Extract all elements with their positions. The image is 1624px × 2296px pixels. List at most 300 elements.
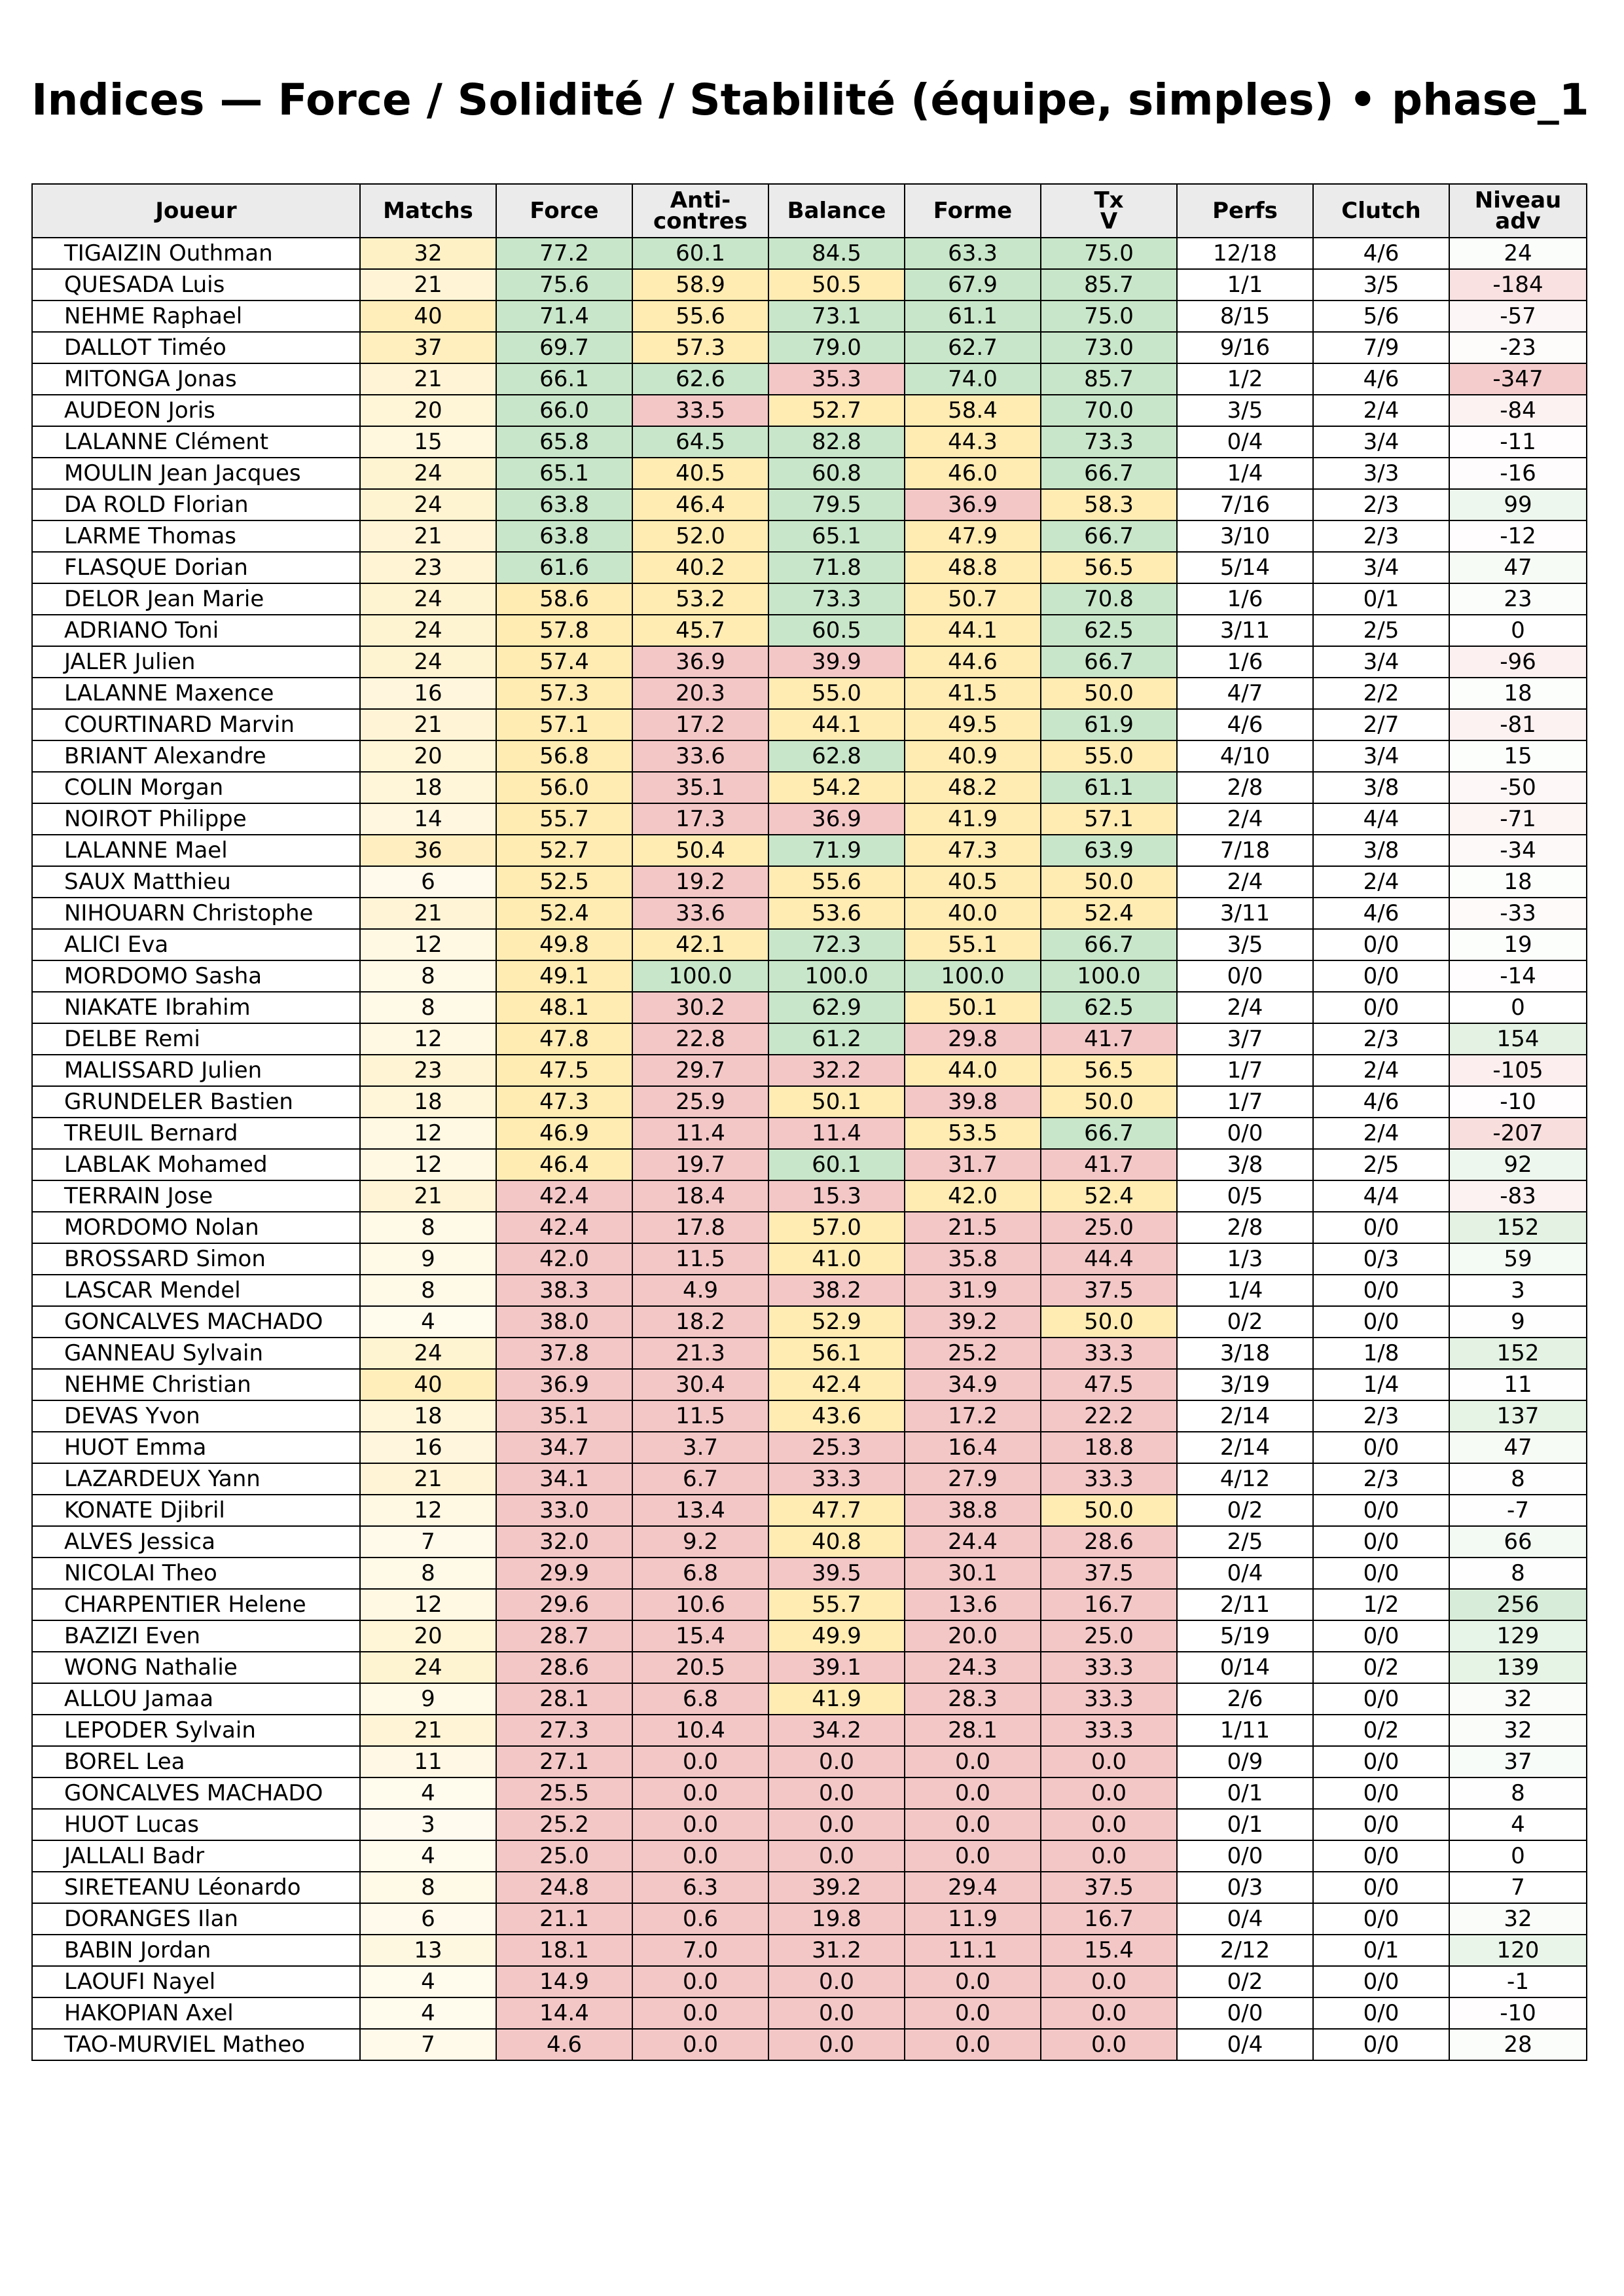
table-row xyxy=(32,1023,1587,1055)
cell-force: 47.8 xyxy=(496,1023,632,1055)
cell-player-name: NIAKATE Ibrahim xyxy=(32,992,360,1023)
cell-tx-v: 15.4 xyxy=(1041,1935,1177,1966)
cell-perfs: 3/5 xyxy=(1177,929,1313,960)
cell-force: 65.8 xyxy=(496,426,632,458)
cell-perfs: 3/7 xyxy=(1177,1023,1313,1055)
cell-tx-v: 66.7 xyxy=(1041,646,1177,678)
cell-perfs: 3/18 xyxy=(1177,1338,1313,1369)
cell-tx-v: 50.0 xyxy=(1041,1086,1177,1118)
cell-anti-contres: 11.5 xyxy=(632,1400,768,1432)
cell-forme: 53.5 xyxy=(905,1118,1041,1149)
cell-clutch: 2/3 xyxy=(1313,489,1449,520)
table-row xyxy=(32,1652,1587,1683)
cell-perfs: 0/1 xyxy=(1177,1809,1313,1840)
cell-anti-contres: 17.3 xyxy=(632,803,768,835)
cell-perfs: 7/18 xyxy=(1177,835,1313,866)
cell-clutch: 0/0 xyxy=(1313,1212,1449,1243)
cell-clutch: 1/8 xyxy=(1313,1338,1449,1369)
cell-player-name: WONG Nathalie xyxy=(32,1652,360,1683)
cell-perfs: 2/14 xyxy=(1177,1400,1313,1432)
cell-player-name: HAKOPIAN Axel xyxy=(32,1997,360,2029)
cell-tx-v: 16.7 xyxy=(1041,1903,1177,1935)
cell-perfs: 1/2 xyxy=(1177,363,1313,395)
cell-niveau-adv: -347 xyxy=(1449,363,1587,395)
cell-perfs: 3/5 xyxy=(1177,395,1313,426)
cell-player-name: ALLOU Jamaa xyxy=(32,1683,360,1715)
table-row xyxy=(32,1243,1587,1275)
cell-forme: 0.0 xyxy=(905,2029,1041,2060)
cell-player-name: MITONGA Jonas xyxy=(32,363,360,395)
cell-force: 47.3 xyxy=(496,1086,632,1118)
cell-player-name: COLIN Morgan xyxy=(32,772,360,803)
cell-anti-contres: 6.8 xyxy=(632,1683,768,1715)
cell-perfs: 0/0 xyxy=(1177,1840,1313,1872)
cell-matches: 13 xyxy=(360,1935,496,1966)
cell-clutch: 0/0 xyxy=(1313,1683,1449,1715)
cell-force: 56.8 xyxy=(496,740,632,772)
cell-forme: 0.0 xyxy=(905,1966,1041,1997)
cell-forme: 44.1 xyxy=(905,615,1041,646)
cell-balance: 55.0 xyxy=(768,678,905,709)
cell-force: 25.2 xyxy=(496,1809,632,1840)
cell-perfs: 2/14 xyxy=(1177,1432,1313,1463)
cell-matches: 21 xyxy=(360,898,496,929)
cell-anti-contres: 0.0 xyxy=(632,1777,768,1809)
cell-matches: 8 xyxy=(360,1275,496,1306)
cell-clutch: 0/0 xyxy=(1313,1777,1449,1809)
cell-force: 63.8 xyxy=(496,520,632,552)
cell-niveau-adv: -14 xyxy=(1449,960,1587,992)
cell-clutch: 0/0 xyxy=(1313,1840,1449,1872)
cell-anti-contres: 0.0 xyxy=(632,1997,768,2029)
cell-matches: 4 xyxy=(360,1777,496,1809)
cell-clutch: 4/4 xyxy=(1313,1180,1449,1212)
header-niveau-adv: Niveau adv xyxy=(1449,184,1587,238)
cell-player-name: NEHME Raphael xyxy=(32,301,360,332)
cell-niveau-adv: 120 xyxy=(1449,1935,1587,1966)
cell-balance: 47.7 xyxy=(768,1495,905,1526)
cell-tx-v: 56.5 xyxy=(1041,552,1177,583)
cell-niveau-adv: 8 xyxy=(1449,1558,1587,1589)
cell-force: 58.6 xyxy=(496,583,632,615)
cell-niveau-adv: 23 xyxy=(1449,583,1587,615)
cell-tx-v: 16.7 xyxy=(1041,1589,1177,1620)
cell-perfs: 0/14 xyxy=(1177,1652,1313,1683)
cell-anti-contres: 20.5 xyxy=(632,1652,768,1683)
cell-tx-v: 63.9 xyxy=(1041,835,1177,866)
cell-clutch: 3/4 xyxy=(1313,552,1449,583)
cell-forme: 61.1 xyxy=(905,301,1041,332)
cell-balance: 60.5 xyxy=(768,615,905,646)
cell-force: 57.8 xyxy=(496,615,632,646)
cell-player-name: GONCALVES MACHADO xyxy=(32,1777,360,1809)
cell-clutch: 3/8 xyxy=(1313,772,1449,803)
cell-perfs: 2/11 xyxy=(1177,1589,1313,1620)
table-row xyxy=(32,1055,1587,1086)
cell-tx-v: 22.2 xyxy=(1041,1400,1177,1432)
cell-anti-contres: 19.7 xyxy=(632,1149,768,1180)
cell-force: 55.7 xyxy=(496,803,632,835)
cell-clutch: 0/0 xyxy=(1313,1997,1449,2029)
cell-matches: 12 xyxy=(360,929,496,960)
cell-matches: 40 xyxy=(360,1369,496,1400)
cell-clutch: 0/0 xyxy=(1313,1526,1449,1558)
cell-anti-contres: 0.0 xyxy=(632,2029,768,2060)
cell-niveau-adv: -50 xyxy=(1449,772,1587,803)
cell-player-name: DELOR Jean Marie xyxy=(32,583,360,615)
table-row xyxy=(32,458,1587,489)
table-row xyxy=(32,1935,1587,1966)
cell-niveau-adv: -207 xyxy=(1449,1118,1587,1149)
cell-anti-contres: 0.0 xyxy=(632,1746,768,1777)
cell-balance: 0.0 xyxy=(768,1777,905,1809)
cell-perfs: 0/0 xyxy=(1177,960,1313,992)
cell-tx-v: 100.0 xyxy=(1041,960,1177,992)
cell-perfs: 5/19 xyxy=(1177,1620,1313,1652)
cell-perfs: 12/18 xyxy=(1177,238,1313,269)
table-row xyxy=(32,1620,1587,1652)
cell-tx-v: 47.5 xyxy=(1041,1369,1177,1400)
cell-tx-v: 58.3 xyxy=(1041,489,1177,520)
cell-clutch: 5/6 xyxy=(1313,301,1449,332)
cell-matches: 18 xyxy=(360,1086,496,1118)
cell-player-name: TIGAIZIN Outhman xyxy=(32,238,360,269)
cell-perfs: 0/3 xyxy=(1177,1872,1313,1903)
cell-anti-contres: 100.0 xyxy=(632,960,768,992)
cell-anti-contres: 11.5 xyxy=(632,1243,768,1275)
cell-anti-contres: 15.4 xyxy=(632,1620,768,1652)
cell-niveau-adv: 129 xyxy=(1449,1620,1587,1652)
cell-clutch: 0/1 xyxy=(1313,1935,1449,1966)
cell-matches: 6 xyxy=(360,1903,496,1935)
cell-force: 65.1 xyxy=(496,458,632,489)
cell-tx-v: 70.0 xyxy=(1041,395,1177,426)
page-title: Indices — Force / Solidité / Stabilité (équipe, simples) • phase_1 xyxy=(31,75,1589,125)
table-row xyxy=(32,772,1587,803)
header-balance: Balance xyxy=(768,184,905,238)
cell-anti-contres: 22.8 xyxy=(632,1023,768,1055)
cell-tx-v: 70.8 xyxy=(1041,583,1177,615)
cell-clutch: 2/4 xyxy=(1313,395,1449,426)
cell-balance: 39.2 xyxy=(768,1872,905,1903)
cell-balance: 79.0 xyxy=(768,332,905,363)
cell-perfs: 0/4 xyxy=(1177,426,1313,458)
cell-niveau-adv: 154 xyxy=(1449,1023,1587,1055)
cell-anti-contres: 17.8 xyxy=(632,1212,768,1243)
cell-forme: 0.0 xyxy=(905,1997,1041,2029)
cell-player-name: GANNEAU Sylvain xyxy=(32,1338,360,1369)
cell-balance: 84.5 xyxy=(768,238,905,269)
cell-matches: 16 xyxy=(360,678,496,709)
cell-forme: 21.5 xyxy=(905,1212,1041,1243)
cell-tx-v: 37.5 xyxy=(1041,1558,1177,1589)
cell-force: 69.7 xyxy=(496,332,632,363)
cell-forme: 24.3 xyxy=(905,1652,1041,1683)
cell-clutch: 0/0 xyxy=(1313,1620,1449,1652)
cell-perfs: 3/11 xyxy=(1177,615,1313,646)
cell-anti-contres: 11.4 xyxy=(632,1118,768,1149)
table-row xyxy=(32,835,1587,866)
cell-perfs: 0/5 xyxy=(1177,1180,1313,1212)
cell-matches: 37 xyxy=(360,332,496,363)
cell-forme: 29.4 xyxy=(905,1872,1041,1903)
cell-force: 28.1 xyxy=(496,1683,632,1715)
cell-player-name: TAO-MURVIEL Matheo xyxy=(32,2029,360,2060)
cell-perfs: 0/9 xyxy=(1177,1746,1313,1777)
cell-balance: 15.3 xyxy=(768,1180,905,1212)
cell-tx-v: 66.7 xyxy=(1041,929,1177,960)
cell-anti-contres: 33.6 xyxy=(632,898,768,929)
cell-clutch: 2/3 xyxy=(1313,1023,1449,1055)
cell-force: 66.0 xyxy=(496,395,632,426)
cell-niveau-adv: 18 xyxy=(1449,866,1587,898)
cell-clutch: 0/1 xyxy=(1313,583,1449,615)
cell-force: 14.4 xyxy=(496,1997,632,2029)
cell-tx-v: 33.3 xyxy=(1041,1463,1177,1495)
header-anti-contres: Anti- contres xyxy=(632,184,768,238)
cell-clutch: 3/3 xyxy=(1313,458,1449,489)
cell-force: 57.1 xyxy=(496,709,632,740)
cell-matches: 16 xyxy=(360,1432,496,1463)
cell-force: 46.4 xyxy=(496,1149,632,1180)
cell-niveau-adv: 92 xyxy=(1449,1149,1587,1180)
cell-tx-v: 75.0 xyxy=(1041,238,1177,269)
cell-matches: 12 xyxy=(360,1589,496,1620)
cell-clutch: 0/3 xyxy=(1313,1243,1449,1275)
cell-player-name: DALLOT Timéo xyxy=(32,332,360,363)
cell-niveau-adv: 0 xyxy=(1449,1840,1587,1872)
cell-forme: 29.8 xyxy=(905,1023,1041,1055)
cell-matches: 9 xyxy=(360,1683,496,1715)
cell-anti-contres: 36.9 xyxy=(632,646,768,678)
cell-perfs: 1/7 xyxy=(1177,1086,1313,1118)
cell-niveau-adv: 18 xyxy=(1449,678,1587,709)
cell-force: 29.9 xyxy=(496,1558,632,1589)
cell-anti-contres: 46.4 xyxy=(632,489,768,520)
cell-tx-v: 41.7 xyxy=(1041,1023,1177,1055)
cell-tx-v: 33.3 xyxy=(1041,1338,1177,1369)
cell-perfs: 5/14 xyxy=(1177,552,1313,583)
cell-tx-v: 62.5 xyxy=(1041,615,1177,646)
cell-niveau-adv: 0 xyxy=(1449,992,1587,1023)
cell-tx-v: 0.0 xyxy=(1041,1840,1177,1872)
cell-anti-contres: 25.9 xyxy=(632,1086,768,1118)
cell-tx-v: 41.7 xyxy=(1041,1149,1177,1180)
cell-forme: 63.3 xyxy=(905,238,1041,269)
cell-balance: 0.0 xyxy=(768,2029,905,2060)
cell-player-name: LAOUFI Nayel xyxy=(32,1966,360,1997)
cell-anti-contres: 6.8 xyxy=(632,1558,768,1589)
cell-player-name: GONCALVES MACHADO xyxy=(32,1306,360,1338)
cell-forme: 42.0 xyxy=(905,1180,1041,1212)
cell-perfs: 0/2 xyxy=(1177,1306,1313,1338)
cell-player-name: FLASQUE Dorian xyxy=(32,552,360,583)
cell-perfs: 2/4 xyxy=(1177,992,1313,1023)
table-row xyxy=(32,1558,1587,1589)
cell-player-name: BOREL Lea xyxy=(32,1746,360,1777)
cell-niveau-adv: 8 xyxy=(1449,1777,1587,1809)
cell-clutch: 0/0 xyxy=(1313,1432,1449,1463)
cell-anti-contres: 18.4 xyxy=(632,1180,768,1212)
table-row xyxy=(32,489,1587,520)
cell-anti-contres: 6.7 xyxy=(632,1463,768,1495)
cell-player-name: TREUIL Bernard xyxy=(32,1118,360,1149)
cell-matches: 8 xyxy=(360,1558,496,1589)
table-row xyxy=(32,2029,1587,2060)
cell-player-name: JALLALI Badr xyxy=(32,1840,360,1872)
cell-force: 29.6 xyxy=(496,1589,632,1620)
cell-balance: 39.5 xyxy=(768,1558,905,1589)
cell-niveau-adv: 32 xyxy=(1449,1715,1587,1746)
cell-force: 25.5 xyxy=(496,1777,632,1809)
cell-niveau-adv: -33 xyxy=(1449,898,1587,929)
cell-balance: 19.8 xyxy=(768,1903,905,1935)
table-row xyxy=(32,1118,1587,1149)
cell-forme: 58.4 xyxy=(905,395,1041,426)
table-row xyxy=(32,1180,1587,1212)
cell-anti-contres: 55.6 xyxy=(632,301,768,332)
cell-matches: 20 xyxy=(360,1620,496,1652)
cell-niveau-adv: -81 xyxy=(1449,709,1587,740)
cell-perfs: 1/3 xyxy=(1177,1243,1313,1275)
cell-forme: 20.0 xyxy=(905,1620,1041,1652)
cell-matches: 4 xyxy=(360,1840,496,1872)
cell-player-name: AUDEON Joris xyxy=(32,395,360,426)
cell-force: 46.9 xyxy=(496,1118,632,1149)
cell-force: 36.9 xyxy=(496,1369,632,1400)
cell-anti-contres: 20.3 xyxy=(632,678,768,709)
cell-balance: 100.0 xyxy=(768,960,905,992)
cell-matches: 8 xyxy=(360,1872,496,1903)
cell-force: 33.0 xyxy=(496,1495,632,1526)
cell-clutch: 4/6 xyxy=(1313,363,1449,395)
cell-force: 66.1 xyxy=(496,363,632,395)
cell-force: 34.1 xyxy=(496,1463,632,1495)
table-row xyxy=(32,426,1587,458)
cell-tx-v: 28.6 xyxy=(1041,1526,1177,1558)
cell-forme: 48.8 xyxy=(905,552,1041,583)
cell-forme: 44.6 xyxy=(905,646,1041,678)
cell-matches: 4 xyxy=(360,1966,496,1997)
table-row xyxy=(32,1338,1587,1369)
cell-anti-contres: 35.1 xyxy=(632,772,768,803)
cell-anti-contres: 45.7 xyxy=(632,615,768,646)
cell-anti-contres: 42.1 xyxy=(632,929,768,960)
cell-anti-contres: 60.1 xyxy=(632,238,768,269)
cell-balance: 0.0 xyxy=(768,1966,905,1997)
cell-clutch: 0/0 xyxy=(1313,1809,1449,1840)
cell-matches: 15 xyxy=(360,426,496,458)
cell-matches: 12 xyxy=(360,1118,496,1149)
cell-tx-v: 50.0 xyxy=(1041,866,1177,898)
table-row xyxy=(32,1149,1587,1180)
cell-perfs: 0/4 xyxy=(1177,1558,1313,1589)
cell-forme: 13.6 xyxy=(905,1589,1041,1620)
cell-forme: 48.2 xyxy=(905,772,1041,803)
table-row xyxy=(32,740,1587,772)
cell-anti-contres: 53.2 xyxy=(632,583,768,615)
player-index-table xyxy=(31,183,1587,2061)
cell-force: 63.8 xyxy=(496,489,632,520)
cell-matches: 24 xyxy=(360,489,496,520)
table-row xyxy=(32,1840,1587,1872)
cell-perfs: 1/1 xyxy=(1177,269,1313,301)
cell-niveau-adv: 139 xyxy=(1449,1652,1587,1683)
cell-force: 21.1 xyxy=(496,1903,632,1935)
table-row xyxy=(32,1306,1587,1338)
cell-balance: 71.9 xyxy=(768,835,905,866)
cell-player-name: DELBE Remi xyxy=(32,1023,360,1055)
cell-niveau-adv: 15 xyxy=(1449,740,1587,772)
cell-forme: 100.0 xyxy=(905,960,1041,992)
cell-forme: 46.0 xyxy=(905,458,1041,489)
cell-clutch: 3/8 xyxy=(1313,835,1449,866)
cell-niveau-adv: 7 xyxy=(1449,1872,1587,1903)
cell-anti-contres: 57.3 xyxy=(632,332,768,363)
cell-anti-contres: 52.0 xyxy=(632,520,768,552)
table-row xyxy=(32,615,1587,646)
cell-balance: 60.1 xyxy=(768,1149,905,1180)
cell-matches: 7 xyxy=(360,1526,496,1558)
table-row xyxy=(32,395,1587,426)
cell-player-name: NOIROT Philippe xyxy=(32,803,360,835)
cell-niveau-adv: 59 xyxy=(1449,1243,1587,1275)
cell-clutch: 2/3 xyxy=(1313,520,1449,552)
cell-tx-v: 37.5 xyxy=(1041,1872,1177,1903)
cell-player-name: ALVES Jessica xyxy=(32,1526,360,1558)
table-row xyxy=(32,1275,1587,1306)
cell-niveau-adv: -83 xyxy=(1449,1180,1587,1212)
cell-balance: 62.8 xyxy=(768,740,905,772)
cell-clutch: 1/2 xyxy=(1313,1589,1449,1620)
cell-balance: 82.8 xyxy=(768,426,905,458)
table-row xyxy=(32,1589,1587,1620)
cell-anti-contres: 9.2 xyxy=(632,1526,768,1558)
cell-anti-contres: 0.0 xyxy=(632,1809,768,1840)
cell-anti-contres: 33.6 xyxy=(632,740,768,772)
cell-forme: 55.1 xyxy=(905,929,1041,960)
cell-player-name: JALER Julien xyxy=(32,646,360,678)
cell-matches: 18 xyxy=(360,1400,496,1432)
cell-matches: 20 xyxy=(360,395,496,426)
cell-player-name: BABIN Jordan xyxy=(32,1935,360,1966)
cell-force: 24.8 xyxy=(496,1872,632,1903)
cell-perfs: 3/11 xyxy=(1177,898,1313,929)
cell-clutch: 2/4 xyxy=(1313,1118,1449,1149)
cell-clutch: 1/4 xyxy=(1313,1369,1449,1400)
cell-perfs: 1/7 xyxy=(1177,1055,1313,1086)
cell-clutch: 0/0 xyxy=(1313,2029,1449,2060)
cell-anti-contres: 33.5 xyxy=(632,395,768,426)
table-row xyxy=(32,898,1587,929)
cell-matches: 20 xyxy=(360,740,496,772)
cell-player-name: LASCAR Mendel xyxy=(32,1275,360,1306)
cell-forme: 31.9 xyxy=(905,1275,1041,1306)
cell-force: 35.1 xyxy=(496,1400,632,1432)
cell-tx-v: 0.0 xyxy=(1041,1966,1177,1997)
cell-tx-v: 25.0 xyxy=(1041,1620,1177,1652)
cell-player-name: NIHOUARN Christophe xyxy=(32,898,360,929)
cell-anti-contres: 19.2 xyxy=(632,866,768,898)
cell-player-name: HUOT Lucas xyxy=(32,1809,360,1840)
cell-forme: 34.9 xyxy=(905,1369,1041,1400)
cell-balance: 0.0 xyxy=(768,1746,905,1777)
cell-tx-v: 0.0 xyxy=(1041,2029,1177,2060)
cell-forme: 40.9 xyxy=(905,740,1041,772)
cell-forme: 39.8 xyxy=(905,1086,1041,1118)
table-row xyxy=(32,803,1587,835)
cell-player-name: MOULIN Jean Jacques xyxy=(32,458,360,489)
